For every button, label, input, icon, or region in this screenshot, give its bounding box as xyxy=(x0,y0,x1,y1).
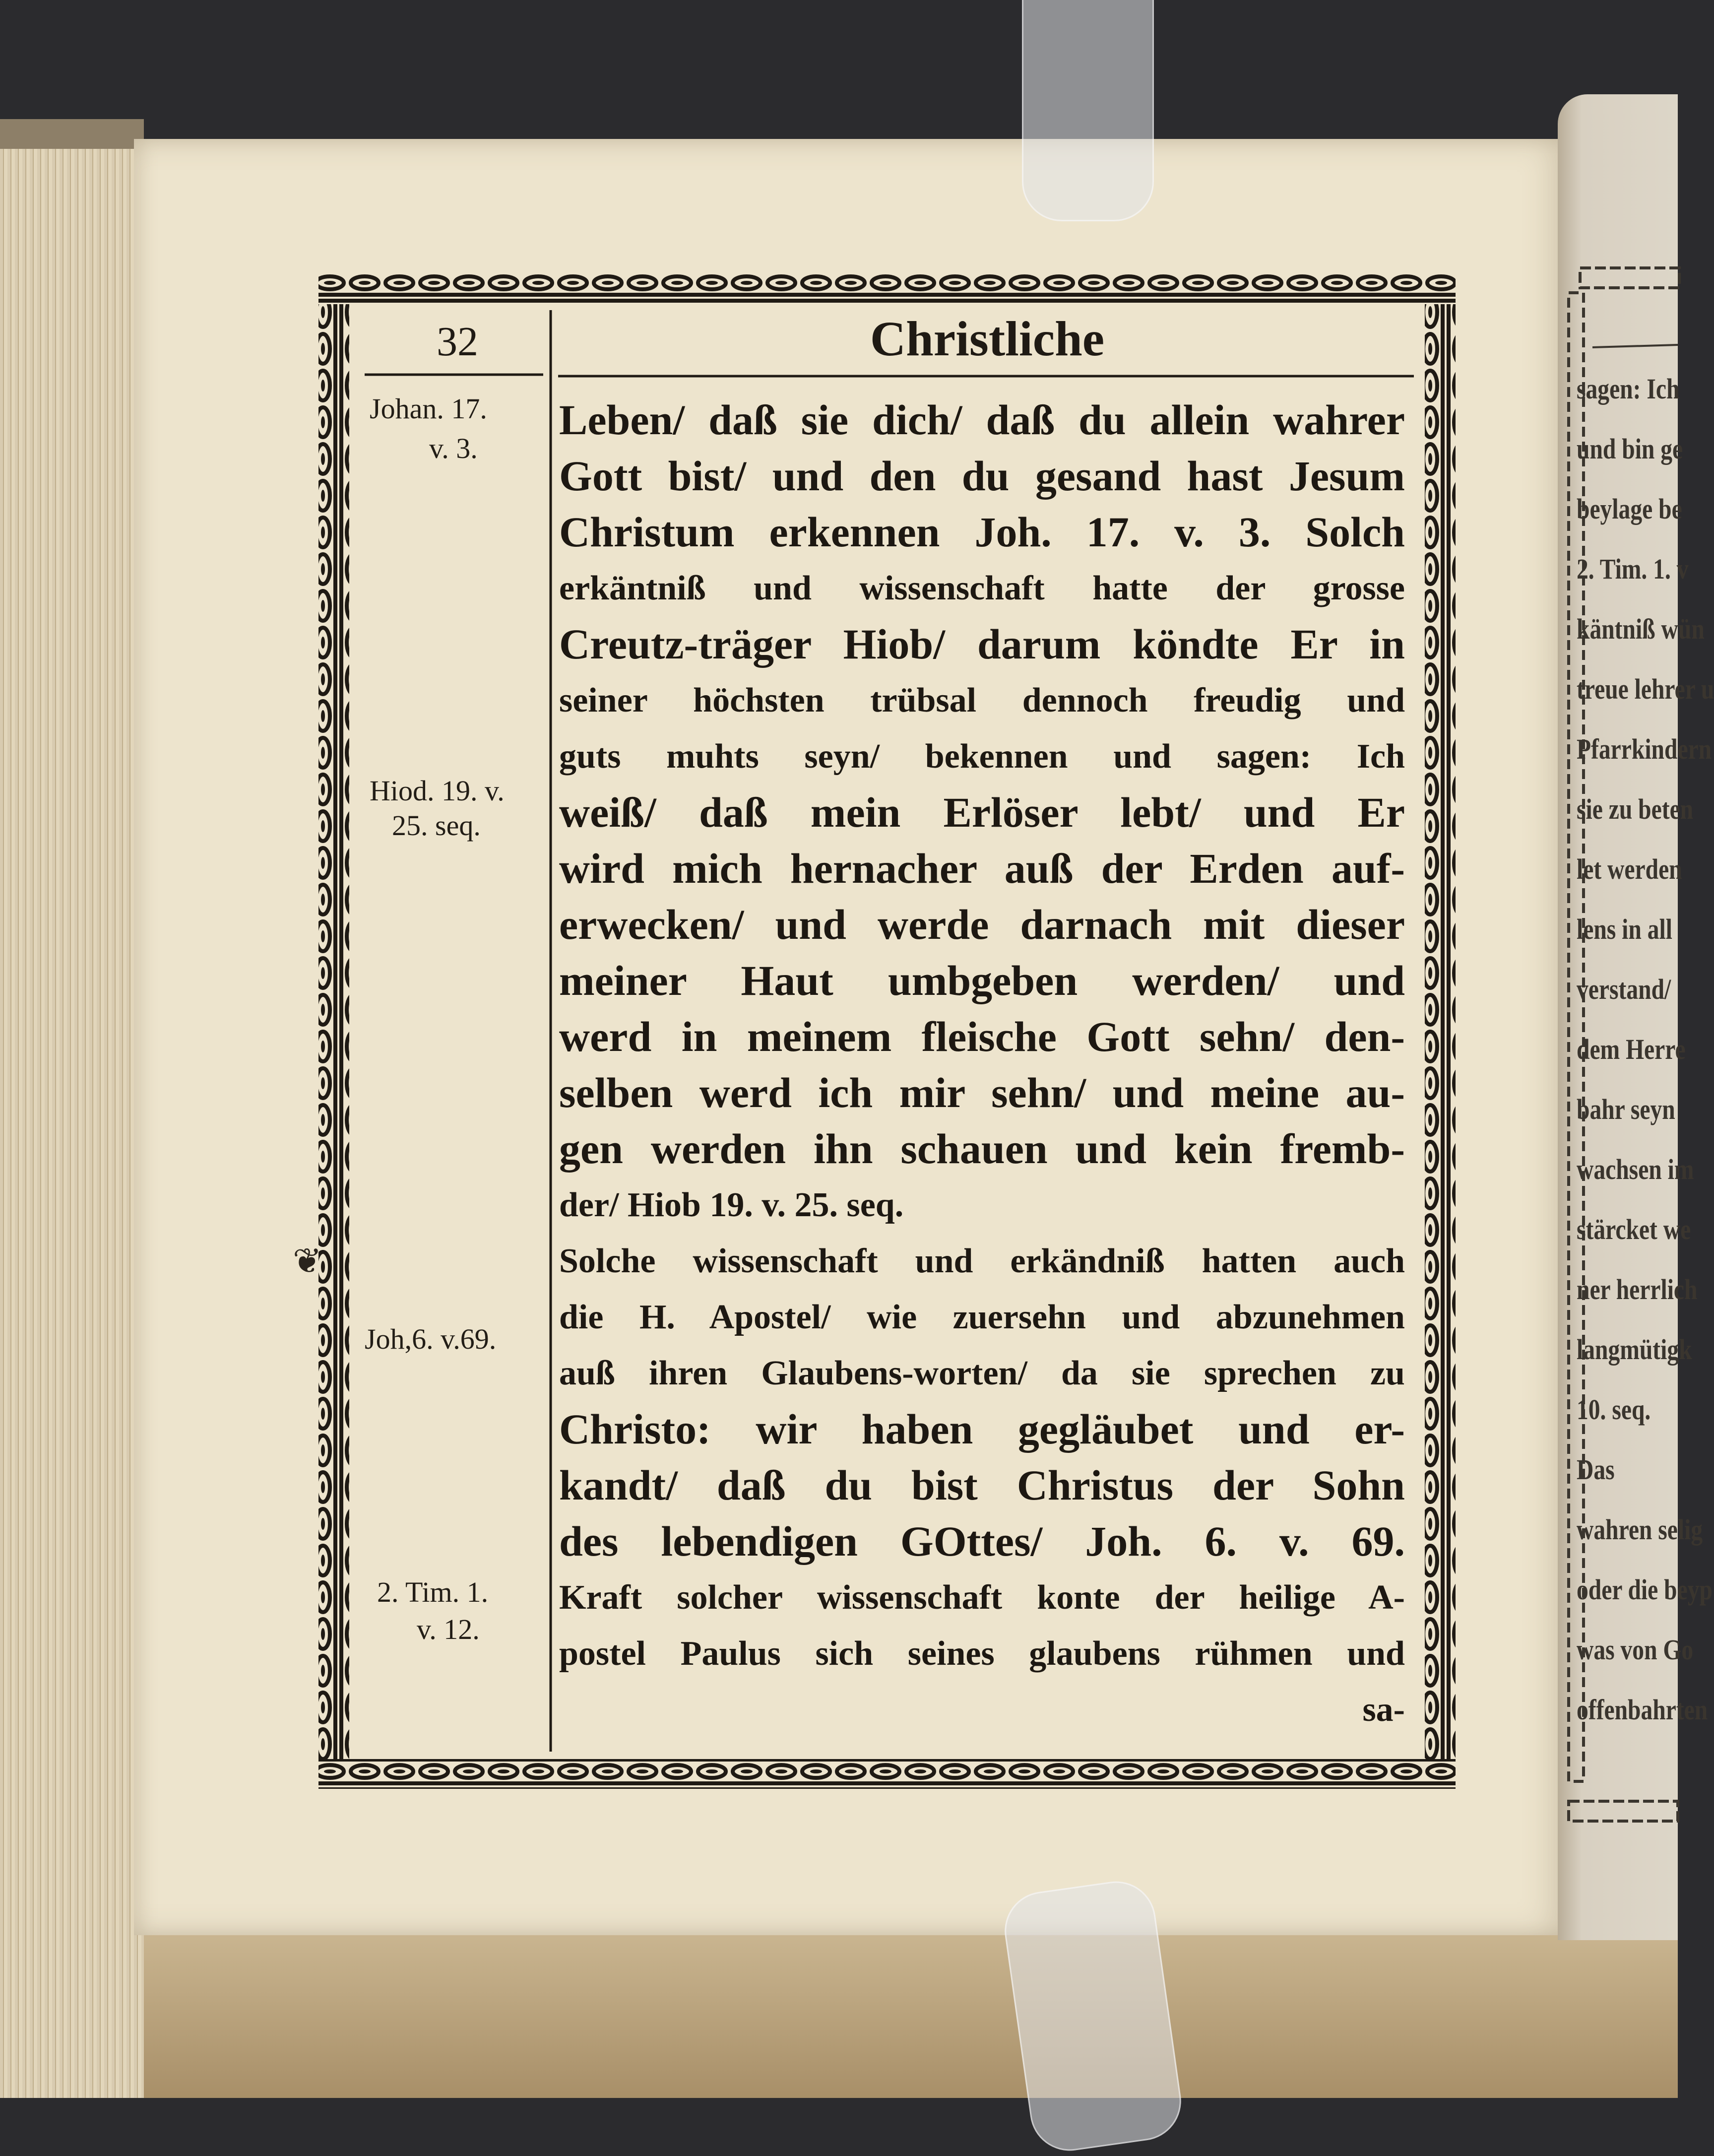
text-line: auß ihren Glaubens-worten/ da sie sprechen zu xyxy=(559,1354,1405,1392)
margin-note: Hiod. 19. v. xyxy=(370,775,505,807)
facing-page-line: offenbahrten xyxy=(1577,1694,1708,1726)
facing-page-line: käntniß wün xyxy=(1577,613,1705,645)
facing-page xyxy=(1558,94,1714,1940)
text-line: meiner Haut umbgeben werden/ und xyxy=(559,957,1405,1004)
text-line: weiß/ daß mein Erlöser lebt/ und Er xyxy=(559,788,1405,836)
text-line: werd in meinem fleische Gott sehn/ den- xyxy=(559,1013,1405,1060)
facing-page-line: stärcket we xyxy=(1577,1213,1691,1245)
facing-page-line: sagen: Ich xyxy=(1577,373,1680,405)
facing-page-line: verstand/ xyxy=(1577,973,1671,1005)
text-line: selben werd ich mir sehn/ und meine au- xyxy=(559,1069,1405,1116)
page-clip-top xyxy=(1022,0,1154,221)
facing-page-line: dem Herre xyxy=(1577,1033,1686,1065)
margin-note: 2. Tim. 1. xyxy=(377,1576,489,1608)
body-text xyxy=(559,392,1405,1738)
text-line: Leben/ daß sie dich/ daß du allein wahrer xyxy=(559,396,1405,444)
text-line: wird mich hernacher auß der Erden auf- xyxy=(559,845,1405,892)
margin-note: 25. seq. xyxy=(392,809,481,842)
text-line: erwecken/ und werde darnach mit dieser xyxy=(559,901,1405,948)
text-line: postel Paulus sich seines glaubens rühmen und xyxy=(559,1634,1405,1673)
fleuron-icon: ❦ xyxy=(293,1242,322,1281)
text-line: Kraft solcher wissenschaft konte der heilige A- xyxy=(559,1578,1405,1617)
margin-note: Joh,6. v.69. xyxy=(365,1323,497,1355)
text-line: Christum erkennen Joh. 17. v. 3. Solch xyxy=(559,508,1405,556)
text-line: Solche wissenschaft und erkändniß hatten auch xyxy=(559,1242,1405,1280)
facing-page-line: und bin ge xyxy=(1577,433,1683,465)
frame-left-band xyxy=(318,304,349,1759)
facing-page-line: lens in all xyxy=(1577,913,1672,945)
facing-page-line: 10. seq. xyxy=(1577,1393,1651,1426)
facing-page-line: 2. Tim. 1. v xyxy=(1577,553,1689,585)
facing-page-line: Pfarrkindern xyxy=(1577,733,1712,765)
facing-page-line: Das xyxy=(1577,1453,1615,1486)
facing-page-line: treue lehrer u xyxy=(1577,673,1714,705)
running-title: Christliche xyxy=(870,311,1105,366)
facing-page-line: sie zu beten xyxy=(1577,793,1694,825)
text-line: die H. Apostel/ wie zuersehn und abzunehmen xyxy=(559,1298,1405,1336)
text-line: erkäntniß und wissenschaft hatte der grosse xyxy=(559,569,1405,607)
text-line: kandt/ daß du bist Christus der Sohn xyxy=(559,1461,1405,1509)
facing-page-line: langmütigk xyxy=(1577,1333,1692,1366)
margin-note: v. 3. xyxy=(429,432,478,464)
frame-bottom-band xyxy=(318,1759,1456,1789)
text-line: der/ Hiob 19. v. 25. seq. xyxy=(559,1186,904,1224)
catchword: sa- xyxy=(1362,1691,1405,1729)
margin-note: Johan. 17. xyxy=(370,392,487,425)
frame-top-band xyxy=(318,274,1456,304)
margin-note: v. 12. xyxy=(417,1613,480,1645)
text-line: Christo: wir haben gegläubet und er- xyxy=(559,1405,1405,1453)
text-line: Creutz-träger Hiob/ darum köndte Er in xyxy=(559,620,1405,668)
text-line: des lebendigen GOttes/ Joh. 6. v. 69. xyxy=(559,1517,1405,1565)
facing-page-line: was von Go xyxy=(1577,1633,1694,1666)
facing-page-line: bahr seyn xyxy=(1577,1093,1675,1125)
facing-page-line: wahren selig xyxy=(1577,1513,1703,1546)
facing-page-line: let werden xyxy=(1577,853,1682,885)
text-line: guts muhts seyn/ bekennen und sagen: Ich xyxy=(559,737,1405,776)
facing-page-line: wachsen im xyxy=(1577,1153,1694,1185)
frame-right-band xyxy=(1425,304,1456,1759)
facing-page-line: ner herrlich xyxy=(1577,1273,1698,1306)
text-line: Gott bist/ und den du gesand hast Jesum xyxy=(559,452,1405,500)
facing-page-line: oder die beyp xyxy=(1577,1573,1713,1606)
text-line: gen werden ihn schauen und kein fremb- xyxy=(559,1125,1405,1173)
page-number: 32 xyxy=(437,319,478,365)
text-line: seiner höchsten trübsal dennoch freudig und xyxy=(559,681,1405,719)
facing-page-line: beylage be xyxy=(1577,493,1682,525)
